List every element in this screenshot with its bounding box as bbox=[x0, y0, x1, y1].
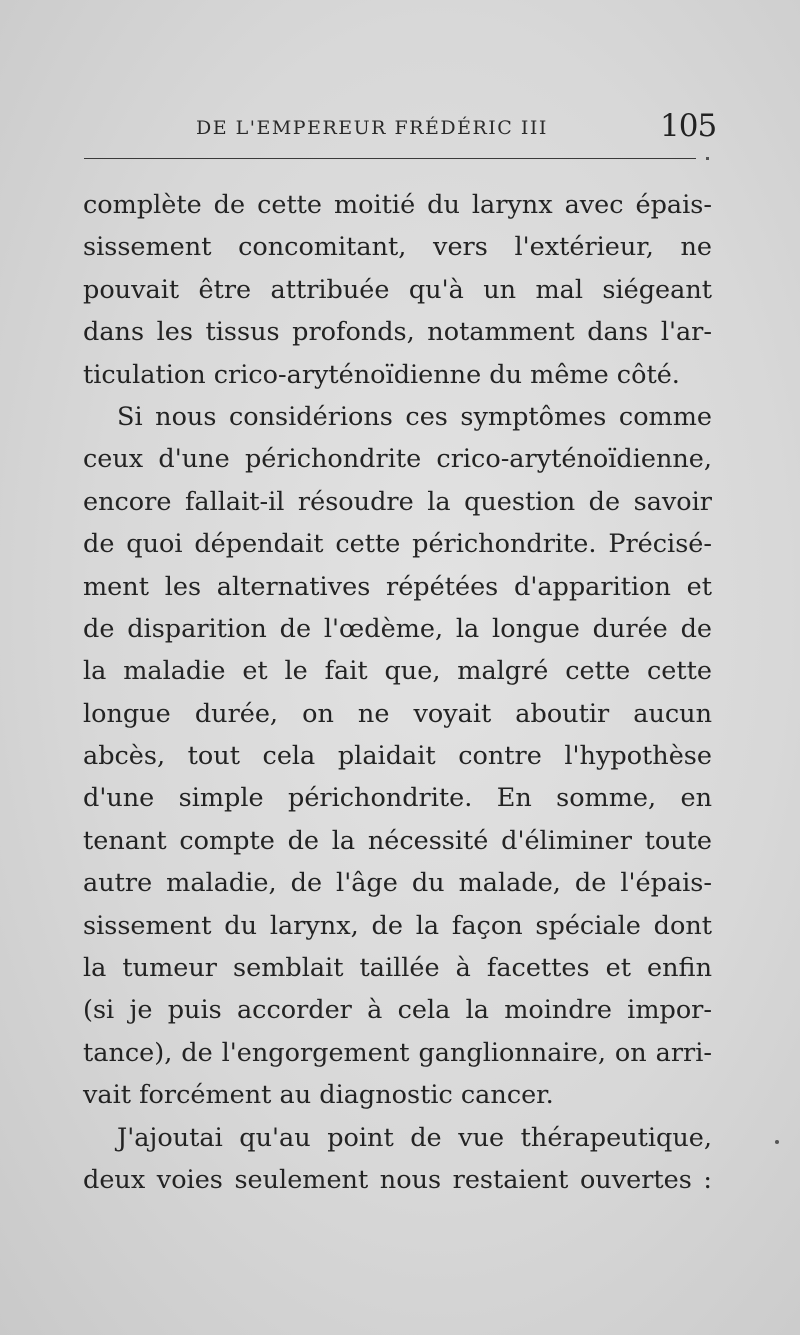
text-line: la maladie et le fait que, malgré cette cette bbox=[83, 656, 712, 687]
text-line: autre maladie, de l'âge du malade, de l'épais- bbox=[83, 868, 712, 899]
paragraph-first-line: Si nous considérions ces symptômes comme bbox=[117, 401, 712, 432]
text-line: tenant compte de la nécessité d'éliminer toute bbox=[83, 825, 712, 856]
text-line: encore fallait-il résoudre la question de savoir bbox=[83, 486, 712, 517]
text-line: vait forcément au diagnostic cancer. bbox=[83, 1080, 554, 1111]
text-line: la tumeur semblait taillée à facettes et enfin bbox=[83, 953, 712, 984]
text-line: dans les tissus profonds, notamment dans l'ar- bbox=[83, 317, 712, 348]
text-line: ment les alternatives répétées d'apparition et bbox=[83, 571, 712, 602]
text-line: ceux d'une périchondrite crico-aryténoïdienne, bbox=[83, 444, 712, 475]
text-line: d'une simple périchondrite. En somme, en bbox=[83, 783, 712, 814]
margin-speck bbox=[775, 1140, 779, 1144]
text-line: tance), de l'engorgement ganglionnaire, on arri- bbox=[83, 1037, 712, 1068]
text-line: sissement du larynx, de la façon spéciale dont bbox=[83, 910, 712, 941]
text-line: abcès, tout cela plaidait contre l'hypothèse bbox=[83, 741, 712, 772]
running-title: DE L'EMPEREUR FRÉDÉRIC III bbox=[196, 117, 548, 139]
header-rule bbox=[84, 158, 696, 159]
text-line: ticulation crico-aryténoïdienne du même côté. bbox=[83, 359, 680, 390]
text-line: longue durée, on ne voyait aboutir aucun bbox=[83, 698, 712, 729]
text-line: (si je puis accorder à cela la moindre impor- bbox=[83, 995, 712, 1026]
text-line: de quoi dépendait cette périchondrite. Précisé- bbox=[83, 529, 712, 560]
text-line: pouvait être attribuée qu'à un mal siégeant bbox=[83, 274, 712, 305]
text-line: deux voies seulement nous restaient ouvertes : bbox=[83, 1164, 712, 1195]
text-line: de disparition de l'œdème, la longue durée de bbox=[83, 613, 712, 644]
rule-dot bbox=[706, 157, 709, 160]
text-line: complète de cette moitié du larynx avec épais- bbox=[83, 190, 712, 220]
text-line: sissement concomitant, vers l'extérieur, ne bbox=[83, 232, 712, 263]
paragraph-first-line: J'ajoutai qu'au point de vue thérapeutique, bbox=[117, 1122, 712, 1153]
page-number: 105 bbox=[660, 108, 717, 144]
body-text bbox=[83, 184, 712, 1201]
